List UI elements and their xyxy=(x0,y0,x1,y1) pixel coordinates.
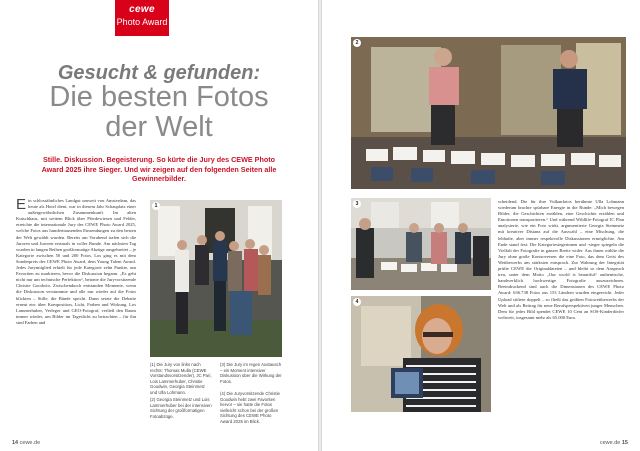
body-text-right: scheidend. Die für ihre Vulkanfotos berühmte Ulla Lohmann wiederum brachte spürbare Energie in die Runde: „Mich bewegen Bilder, die Geschichten erzählen, eine Geschichte erzählen und Emotionen transportieren.“ Und während Wildlife-Fotograf JC Plan analysierte, wie ein Foto wirkt, argumentierte Georgia Steinmetz mit kreativer Distanz auf die Auswahl – eine Mischung, die lebhafte, aber immer respektvolle Diskussionen ermöglichte. Am Ende stand fest: Die Kategoriesiegerinnen und -sieger spiegeln die Vielfalt der Fotografie in ganzer Breite wider. Aus ihnen wählte die Jury ohne große Kontroversen die eine Foto, das dem Geist des Wettbewerbs am stärksten entsprach. Zur Wahrung der Integrität prüfte CEWE die Originaldateien – und bleibt so dem Anspruch treu, unter dem Motto „Our world is beautiful“ authentische, handwerklich hochwertige Fotografie auszuzeichnen. Beeindruckend sind auch die Dimensionen des CEWE Photo Award: 636.738 Fotos aus 153 Ländern wurden eingereicht. Jeder Upload stiftete doppelt – so fließt das größten Fotowettbewerbs der Welt und als Beitrag für neue Berufsperspektiven junger Menschen. Dem für jedes Bild spendet CEWE 10 Cent an SOS-Kinderdörfer weltweit, insgesamt mehr als 65.000 Euro. xyxy=(498,199,624,320)
photo-jury-table xyxy=(351,37,626,189)
photo-number-2: 2 xyxy=(353,39,361,47)
photo-number-3: 3 xyxy=(353,200,361,208)
jury-chair-image xyxy=(351,296,491,412)
caption-2: (2) Georgia Steinmetz und Lois Lammerhuber bei der intensiven Sichtung der großformatigen Fotoabzüge. xyxy=(150,397,212,419)
jury-table-image xyxy=(351,37,626,189)
cewe-photo-award-logo xyxy=(115,0,169,36)
right-page xyxy=(322,0,640,451)
caption-1: (1) Die Jury von links nach rechts: Thomas Mulla (CEWE Vorstandsvorsitzender), JC Pari, Lois Lammerhuber, Christie Goodwin, Georgia Steinmetz und Ulla Lohmann. xyxy=(150,362,212,395)
site-left: cewe.de xyxy=(19,440,41,446)
photo-jury-group xyxy=(150,200,282,357)
folio-right xyxy=(600,440,628,446)
jury-discussion-image xyxy=(351,198,491,290)
photo-jury-chair xyxy=(351,296,491,412)
folio-left xyxy=(12,440,40,446)
logo-award: Photo Award xyxy=(116,17,168,27)
dropcap: E xyxy=(16,196,27,213)
caption-4: (4) Die Juryvorsitzende Christie Goodwin hebt zwei Favoriten hervor – sie hatte die Fotos vielleicht schon bei der großen Sichtung des CEWE Photo Award 2025 im Blick. xyxy=(220,391,280,424)
page-number-left: 14 xyxy=(12,440,19,446)
left-page xyxy=(0,0,318,451)
headline-line-1: Die besten Fotos xyxy=(49,81,269,113)
jury-group-image xyxy=(150,200,282,357)
photo-number-4: 4 xyxy=(353,298,361,306)
site-right: cewe.de xyxy=(599,440,621,446)
photo-number-1: 1 xyxy=(152,202,160,210)
logo-brand: cewe xyxy=(129,4,155,15)
headline-kicker: Gesucht & gefunden: xyxy=(57,62,261,84)
headline-title xyxy=(0,82,318,142)
caption-3: (3) Die Jury im regen Austausch – ein Moment intensiver Diskussion über die Wirkung der Fotos. xyxy=(220,362,282,384)
photo-jury-discussion xyxy=(351,198,491,290)
body-text-left: in schlossähnliches Landgut umweit von Amsterdam, das heute als Hotel dient, war in diesem Jahr Schauplatz einer außergewöhnlichen Zusammenkunft. Im alten Kutschhaus, mit weitem Blick über Pferdewiesen und Felder, erreichte die internationale Jury des CEWE Photo Award 2025, welche Fotos aus hunderttausenden Einsendungen zu den besten der Welt gewählt wurden. Bereits am Vorabend trafen sich die Juroren und Juroren erstmals in voller Runde. Am nächsten Tag wurden in langen Reihen großformatige Abzüge ausgebreitet – je Kategorie zwischen 50 und 200 Fotos. Los ging es mit dem Sonderpreis des CEWE Photo Award, dem Young Talent Award. Jedes Jurymitglied erhielt für jede Kategorie zehn Punkte, um Favoriten zu markieren, bevor die Diskussion begann. „Es geht nicht nur um technische Perfektion“, betonte die Juryvorsitzende Christie Goodwin. Zwischendurch entstanden Momente, wenn die Diskussion verstummte und alle nur wieder auf die Fotos blickten – Stille, die Bände spricht. Dann setzte die Debatte erneut ein: über Komposition, Licht, Farben und Wirkung. Los Lammerhuber, Verleger und GEO-Fotograf, verließ den Raum immer wieder, um Bilder im Tageslicht zu betrachten – für ihn sind Farben and xyxy=(16,198,136,325)
page-number-right: 15 xyxy=(621,440,628,446)
body-column-right xyxy=(498,199,624,321)
lead-paragraph: Stille. Diskussion. Begeisterung. So kürte die Jury des CEWE Photo Award 2025 ihre Sieger. Und wir zeigen auf den folgenden Seiten alle Gewinnerbilder. xyxy=(41,155,277,183)
headline-line-2: der Welt xyxy=(105,111,213,143)
body-column-left xyxy=(16,198,136,326)
